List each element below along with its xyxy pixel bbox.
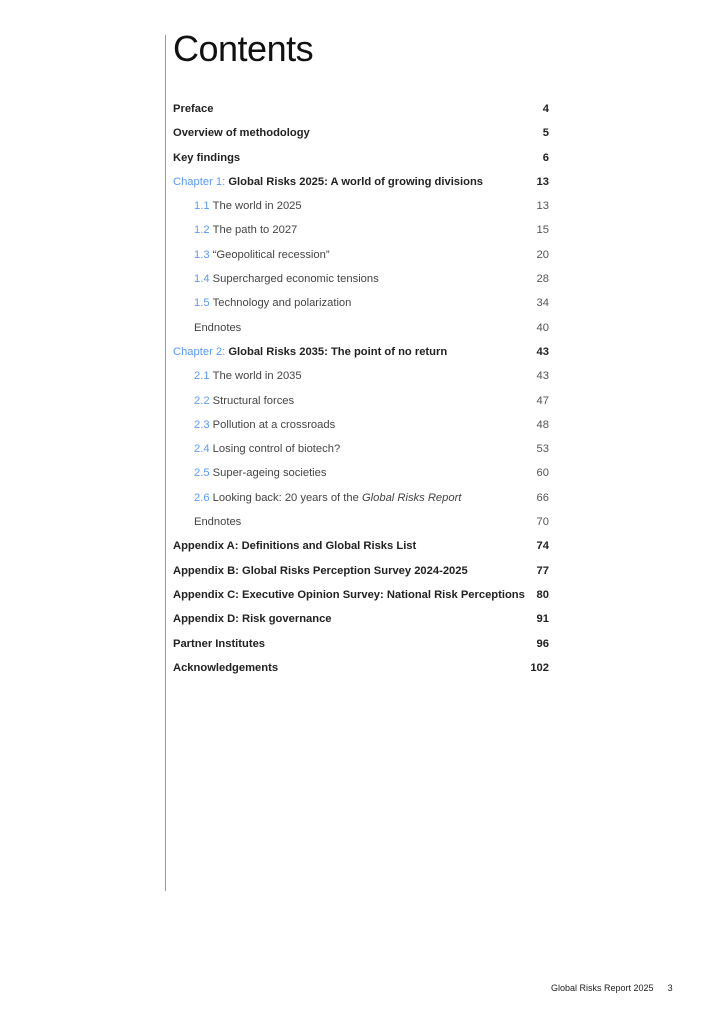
toc-entry-label: Acknowledgements	[173, 661, 279, 674]
toc-entry-page: 91	[536, 613, 549, 626]
toc-entry[interactable]	[173, 583, 551, 607]
toc-entry-page: 77	[536, 564, 549, 577]
toc-entry[interactable]	[173, 340, 551, 364]
toc-entry-label: Supercharged economic tensions	[212, 273, 379, 286]
toc-entry-label: Appendix D: Risk governance	[173, 613, 332, 626]
toc-entry-label: The path to 2027	[212, 224, 298, 237]
toc-entry[interactable]	[173, 170, 551, 194]
toc-subentry[interactable]	[173, 486, 551, 510]
toc-subentry[interactable]	[173, 510, 551, 534]
toc-entry-label: Appendix C: Executive Opinion Survey: National Risk Perceptions	[173, 588, 525, 601]
toc-entry[interactable]	[173, 656, 551, 680]
toc-entry-number: 2.3	[194, 418, 213, 431]
toc-entry-number: 2.2	[194, 394, 213, 407]
toc-entry-label: Partner Institutes	[173, 637, 266, 650]
toc-entry-label: Losing control of biotech?	[212, 443, 341, 456]
toc-entry-label: Pollution at a crossroads	[212, 418, 336, 431]
toc-entry[interactable]	[173, 146, 551, 170]
toc-entry-number: 1.3	[194, 248, 213, 261]
toc-entry-page: 48	[536, 418, 549, 431]
toc-entry[interactable]	[173, 632, 551, 656]
footer-report-name: Global Risks Report 2025	[551, 983, 654, 993]
toc-entry-number: 2.6	[194, 491, 213, 504]
toc-entry-page: 47	[536, 394, 549, 407]
footer-page-number: 3	[667, 983, 673, 993]
toc-entry-page: 74	[536, 540, 549, 553]
toc-entry-number: Chapter 1:	[173, 175, 229, 188]
toc-entry-label: Preface	[173, 103, 214, 115]
toc-subentry[interactable]	[173, 243, 551, 267]
toc-entry-label: Super-ageing societies	[212, 467, 327, 480]
toc-entry-page: 15	[536, 224, 549, 237]
toc-subentry[interactable]	[173, 461, 551, 485]
toc-entry-number: Chapter 2:	[173, 345, 229, 358]
toc-entry-page: 4	[542, 103, 549, 115]
toc-entry-page: 102	[530, 661, 549, 674]
toc-entry[interactable]	[173, 121, 551, 145]
toc-entry-page: 70	[536, 516, 549, 529]
toc-entry-label: Appendix B: Global Risks Perception Survey 2024-2025	[173, 564, 468, 577]
toc-entry-page: 96	[536, 637, 549, 650]
toc-entry[interactable]	[173, 97, 551, 121]
toc-entry-number: 1.4	[194, 273, 213, 286]
toc-subentry[interactable]	[173, 364, 551, 388]
toc-entry-label: Endnotes	[194, 516, 242, 529]
toc-entry[interactable]	[173, 534, 551, 558]
toc-entry-label: Global Risks 2035: The point of no return	[228, 345, 448, 358]
toc-entry-page: 13	[536, 175, 549, 188]
toc-entry-page: 60	[536, 467, 549, 480]
toc-entry-page: 6	[542, 151, 549, 164]
toc-entry-number: 2.4	[194, 443, 213, 456]
page-footer	[551, 983, 673, 993]
toc-entry-page: 40	[536, 321, 549, 334]
toc-entry-page: 80	[536, 588, 549, 601]
toc-entry-page: 53	[536, 443, 549, 456]
toc-entry-label: Global Risks 2025: A world of growing divisions	[228, 175, 484, 188]
toc-entry-page: 28	[536, 273, 549, 286]
toc-entry[interactable]	[173, 559, 551, 583]
toc-entry-label: The world in 2035	[212, 370, 302, 383]
toc-entry-label: The world in 2025	[212, 200, 302, 213]
vertical-divider	[165, 35, 166, 891]
toc-entry-label: Technology and polarization	[212, 297, 352, 310]
toc-entry-page: 34	[536, 297, 549, 310]
toc-entry-label: Key findings	[173, 151, 241, 164]
toc-entry-page: 5	[542, 127, 549, 140]
toc-entry-page: 43	[536, 345, 549, 358]
toc-entry-number: 1.1	[194, 200, 213, 213]
toc-subentry[interactable]	[173, 437, 551, 461]
toc-entry-label: Endnotes	[194, 321, 242, 334]
toc-entry-number: 1.5	[194, 297, 213, 310]
toc-entry-number: 1.2	[194, 224, 213, 237]
table-of-contents	[173, 97, 551, 680]
toc-subentry[interactable]	[173, 194, 551, 218]
toc-subentry[interactable]	[173, 413, 551, 437]
toc-entry-label-italic: Global Risks Report	[361, 491, 462, 504]
toc-entry-page: 20	[536, 248, 549, 261]
toc-entry-label: Appendix A: Definitions and Global Risks List	[173, 540, 417, 553]
toc-entry-label: Looking back: 20 years of the	[212, 491, 362, 504]
toc-entry-number: 2.5	[194, 467, 213, 480]
toc-entry-label: “Geopolitical recession”	[212, 248, 330, 261]
toc-entry-number: 2.1	[194, 370, 213, 383]
toc-entry-page: 43	[536, 370, 549, 383]
toc-subentry[interactable]	[173, 291, 551, 315]
toc-entry-label: Structural forces	[212, 394, 295, 407]
toc-entry-label: Overview of methodology	[173, 127, 310, 140]
page-title: Contents	[173, 28, 314, 69]
toc-entry[interactable]	[173, 607, 551, 631]
toc-subentry[interactable]	[173, 267, 551, 291]
toc-entry-page: 13	[536, 200, 549, 213]
toc-entry-page: 66	[536, 491, 549, 504]
toc-subentry[interactable]	[173, 218, 551, 242]
toc-subentry[interactable]	[173, 316, 551, 340]
toc-subentry[interactable]	[173, 389, 551, 413]
